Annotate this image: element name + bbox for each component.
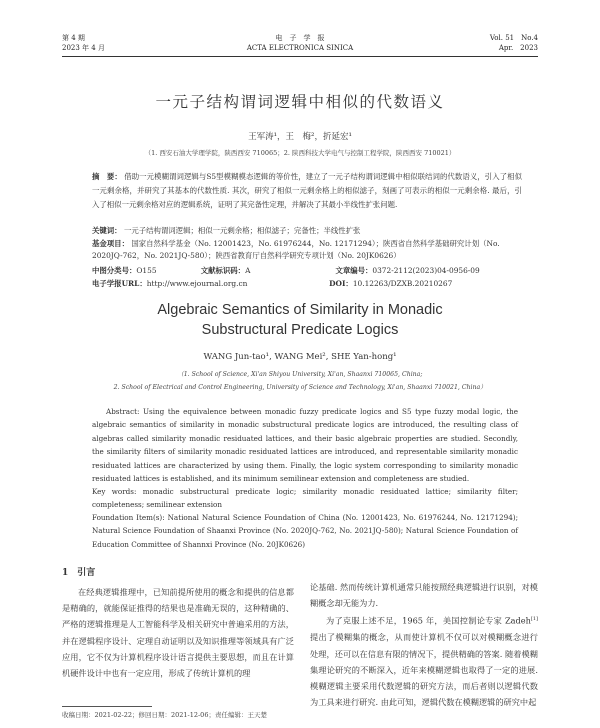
abstract-cn-text: 借助一元模糊谓词逻辑与S5型模糊模态逻辑的等价性，建立了一元子结构谓词逻辑中相似联结词的代数语义，引入了相似一元剩余格，并研究了其基本的代数性质. 其次，研究了相似一元剩余格上的相似滤子，刻画了可表示的相似一元剩余格. 最后，引入了相似一元剩余格对应的逻辑系统，证明了其完备性定理，并解决了其最小半线性扩张问题. (92, 172, 522, 209)
body-right-paragraph-2 (310, 611, 538, 710)
body-right-text-b: 提出了模糊集的概念，从而使计算机不仅可以对模糊概念进行处理，还可以在信息有限的情况下，提供精确的答案. 随着模糊集理论研究的不断深入，近年来模糊逻辑也取得了一定的进展. 模糊逻辑主要采用代数逻辑的研究方法，而后者则以逻辑代数为工具来进行研究. 由此可知，逻辑代数在模糊逻辑的研究中起 (310, 632, 538, 708)
doi-value[interactable]: 10.12263/DZXB.20210267 (352, 279, 453, 288)
body-right-text-a: 为了克服上述不足，1965 年，美国控制论专家 Zadeh (326, 616, 531, 627)
funding-cn-text: 国家自然科学基金（No. 12001423，No. 61976244，No. 12171294）；陕西省自然科学基础研究计划（No. 2020JQ-762，No. 2021JQ-580）；陕西省教育厅自然科学研究专项计划（No. 20JK0626） (92, 239, 500, 260)
article-number-value: 0372-2112(2023)04-0956-09 (372, 266, 480, 275)
journal-url[interactable]: http://www.ejournal.org.cn (146, 279, 248, 288)
paper-title-cn: 一元子结构谓词逻辑中相似的代数语义 (155, 93, 445, 111)
affiliation-en-1: （1. School of Science, Xi'an Shiyou University, Xi'an, Shaanxi 710065, China; (177, 371, 423, 378)
abstract-en-text: Using the equivalence between monadic fuzzy predicate logics and S5 type fuzzy modal logic, the algebraic semantics of similarity in monadic substructural predicate logics are introduced, the resulting class of algebras called similarity monadic residuated lattices, and their basic algebraic properties are studied. Secondly, the similarity filters of similarity monadic residuated lattices are introduced, and representable similarity monadic residuated lattices are characterized by using them. Finally, the logic system corresponding to similarity monadic residuated lattices is established, and its minimum semilinear extension and completeness are studied. (92, 407, 518, 484)
keywords-cn (92, 225, 532, 237)
url-label: 电子学报URL： (92, 279, 147, 288)
header-rule (62, 56, 538, 57)
keywords-en-text: monadic substructural predicate logic; similarity monadic residuated lattice; similarity filter; completeness; semilinear extension (92, 487, 518, 510)
body-right-paragraph-1: 论基础. 然而传统计算机通常只能按照经典逻辑进行识别，对模糊概念却无能为力. (310, 582, 538, 609)
funding-en (92, 511, 518, 551)
journal-name-cn: 电 子 学 报 (275, 34, 325, 42)
authors-en: WANG Jun-tao¹, WANG Mei², SHE Yan-hong¹ (203, 352, 397, 362)
issue-date-en: Apr. 2023 (498, 44, 538, 52)
footnote-rule (62, 706, 152, 707)
affiliation-en-2: 2. School of Electrical and Control Engineering, University of Science and Technology, Xi'an, Shaanxi 710021, China） (113, 384, 487, 391)
issue-number: 第 4 期 (62, 34, 85, 42)
funding-cn (92, 238, 532, 262)
abstract-cn-label: 摘 要： (92, 172, 122, 181)
citation-ref[interactable]: [1] (530, 616, 538, 623)
keywords-cn-text: 一元子结构谓词逻辑；相似一元剩余格；相似滤子；完备性；半线性扩张 (123, 226, 361, 235)
meta-row-1 (92, 265, 542, 277)
article-number-label: 文章编号： (335, 266, 373, 275)
section-heading: 1 引言 (62, 568, 96, 578)
authors-cn: 王军涛¹，王 梅²，折延宏¹ (248, 132, 352, 142)
paper-title-en (0, 300, 600, 340)
keywords-en (92, 485, 518, 512)
doi-label: DOI： (329, 279, 353, 288)
volume-number: Vol. 51 No.4 (489, 34, 538, 42)
funding-en-text: National Natural Science Foundation of China (No. 12001423, No. 61976244, No. 12171294); Natural Science Foundation of Shaanxi Province (No. 2020JQ-762, No. 2021JQ-580); Natural Science Foundation of Education Committee of Shannxi Province (No. 20JK0626) (92, 513, 518, 549)
keywords-cn-label: 关键词： (92, 226, 122, 235)
meta-row-2 (92, 278, 542, 290)
clc-value: O155 (136, 266, 157, 275)
journal-name-en: ACTA ELECTRONICA SINICA (246, 44, 354, 52)
abstract-cn (92, 170, 522, 212)
keywords-en-label: Key words: (92, 487, 137, 496)
footnote: 收稿日期：2021-02-22；修回日期：2021-12-06；责任编辑：王天楚 (62, 711, 267, 719)
body-left-text: 在经典逻辑推理中，已知前提所使用的概念和提供的信息都是精确的，就能保证推得的结果也是准确无误的，这种精确的、严格的逻辑推理是人工智能科学及相关研究中普遍采用的方法，并在逻辑程序设计、定理自动证明以及知识推理等领域具有广泛应用，它不仅为计算机程序设计语言提供主要思想，而且在计算机硬件设计中也有一定应用，形成了传统计算机的理 (62, 587, 294, 679)
body-column-right (310, 579, 538, 710)
paper-title-en-text: Algebraic Semantics of Similarity in Monadic Substructural Predicate Logics (157, 302, 443, 338)
clc-label: 中图分类号： (92, 266, 137, 275)
doc-code-label: 文献标识码： (200, 266, 246, 275)
affiliation-cn: （1. 西安石油大学理学院，陕西西安 710065；2. 陕西科技大学电气与控制工程学院，陕西西安 710021） (144, 149, 456, 157)
funding-cn-label: 基金项目： (92, 239, 129, 248)
abstract-en (92, 405, 518, 485)
funding-en-label: Foundation Item(s): (92, 513, 165, 522)
abstract-en-label: Abstract: (106, 407, 140, 416)
body-column-left (62, 584, 294, 681)
doc-code-value: A (245, 266, 251, 275)
issue-date: 2023 年 4 月 (62, 44, 105, 52)
